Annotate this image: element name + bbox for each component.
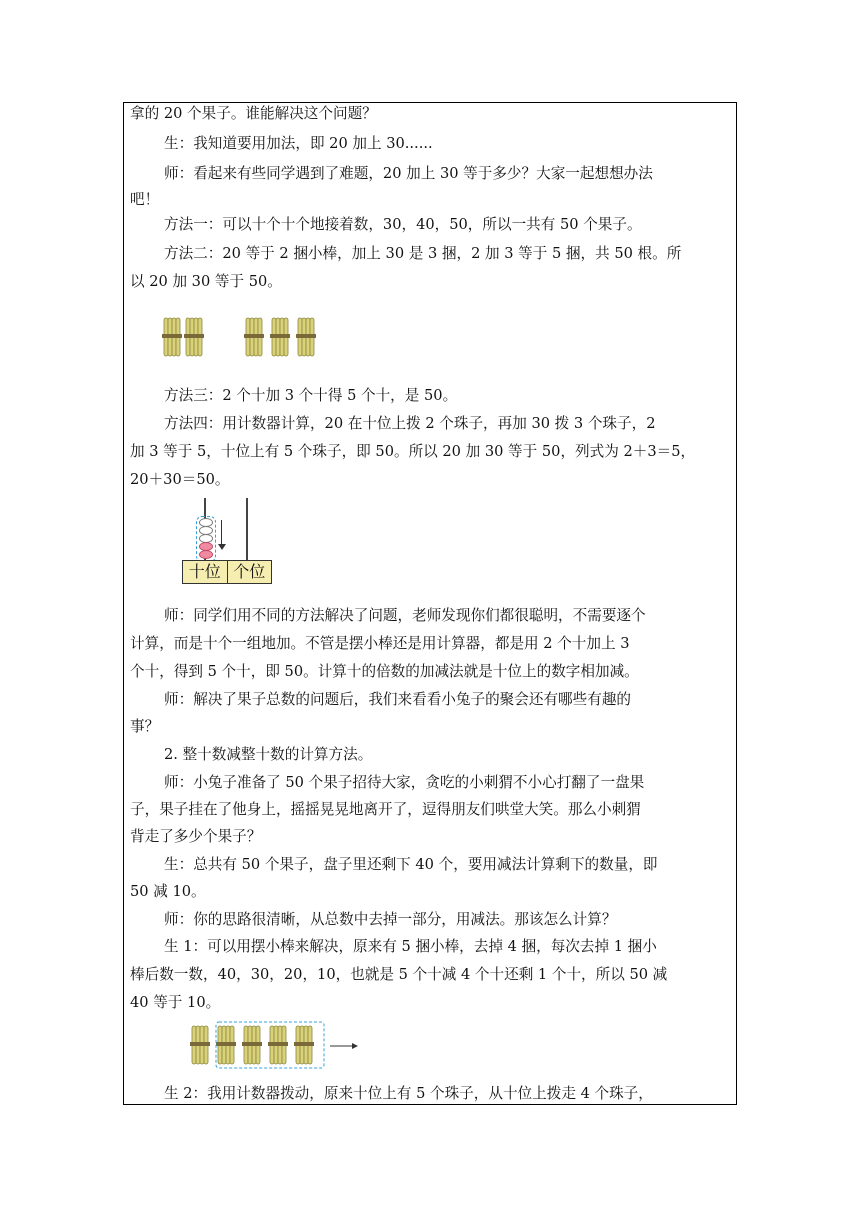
text-line: 棒后数一数，40，30，20，10，也就是 5 个十减 4 个十还剩 1 个十，所以 50 减 (130, 966, 668, 983)
text-line: 生：我知道要用加法，即 20 加上 30...... (164, 135, 433, 152)
text-line: 事？ (130, 718, 160, 735)
text-line: 2. 整十数减整十数的计算方法。 (164, 746, 373, 763)
text-line: 20＋30＝50。 (130, 471, 230, 488)
text-line: 师：看起来有些同学遇到了难题，20 加上 30 等于多少？大家一起想想办法 (164, 165, 653, 182)
text-line: 生：总共有 50 个果子，盘子里还剩下 40 个，要用减法计算剩下的数量，即 (164, 856, 658, 873)
text-line: 方法一：可以十个十个地接着数，30，40，50，所以一共有 50 个果子。 (164, 216, 642, 233)
text-line: 方法二：20 等于 2 捆小棒，加上 30 是 3 捆，2 加 3 等于 5 捆，共 50 根。所 (164, 245, 682, 262)
arrow-down-icon (221, 520, 222, 546)
text-line: 以 20 加 30 等于 50。 (130, 273, 282, 290)
text-line: 师：你的思路很清晰，从总数中去掉一部分，用减法。那该怎么计算？ (164, 911, 617, 928)
text-line: 方法四：用计数器计算，20 在十位上拨 2 个珠子，再加 30 拨 3 个珠子，2 (164, 415, 656, 432)
text-line: 加 3 等于 5，十位上有 5 个珠子，即 50。所以 20 加 30 等于 50，列式为 2＋3＝5， (130, 443, 696, 460)
text-line: 子，果子挂在了他身上，摇摇晃晃地离开了，逗得朋友们哄堂大笑。那么小刺猬 (130, 801, 641, 818)
text-line: 40 等于 10。 (130, 994, 221, 1011)
abacus-base (182, 560, 272, 584)
text-line: 生 1：可以用摆小棒来解决，原来有 5 捆小棒，去掉 4 捆，每次去掉 1 捆小 (164, 938, 657, 955)
text-line: 生 2：我用计数器拨动，原来十位上有 5 个珠子，从十位上拨走 4 个珠子， (164, 1085, 653, 1102)
text-line: 吧！ (130, 191, 160, 208)
text-line: 50 减 10。 (130, 883, 206, 900)
text-line: 师：解决了果子总数的问题后，我们来看看小兔子的聚会还有哪些有趣的 (164, 691, 632, 708)
rod-ones (246, 498, 248, 560)
arrow-head (218, 544, 226, 550)
stick-bundles-subtraction-illustration (188, 1018, 368, 1074)
text-line: 师：小兔子准备了 50 个果子招待大家，贪吃的小刺猬不小心打翻了一盘果 (164, 774, 645, 791)
text-line: 师：同学们用不同的方法解决了问题，老师发现你们都很聪明，不需要逐个 (164, 607, 646, 624)
text-line: 方法三：2 个十加 3 个十得 5 个十，是 50。 (164, 387, 458, 404)
text-line: 背走了多少个果子？ (130, 828, 262, 845)
text-line: 拿的 20 个果子。谁能解决这个问题？ (130, 105, 377, 122)
text-line: 计算，而是十个一组地加。不管是摆小棒还是用计算器，都是用 2 个十加上 3 (130, 635, 630, 652)
stick-bundles-illustration (160, 314, 335, 362)
bead (199, 550, 213, 559)
tens-label: 十位 (183, 561, 228, 583)
abacus-illustration (180, 498, 274, 588)
ones-label: 个位 (233, 562, 266, 581)
text-line: 个十，得到 5 个十，即 50。计算十的倍数的加减法就是十位上的数字相加减。 (130, 663, 639, 680)
